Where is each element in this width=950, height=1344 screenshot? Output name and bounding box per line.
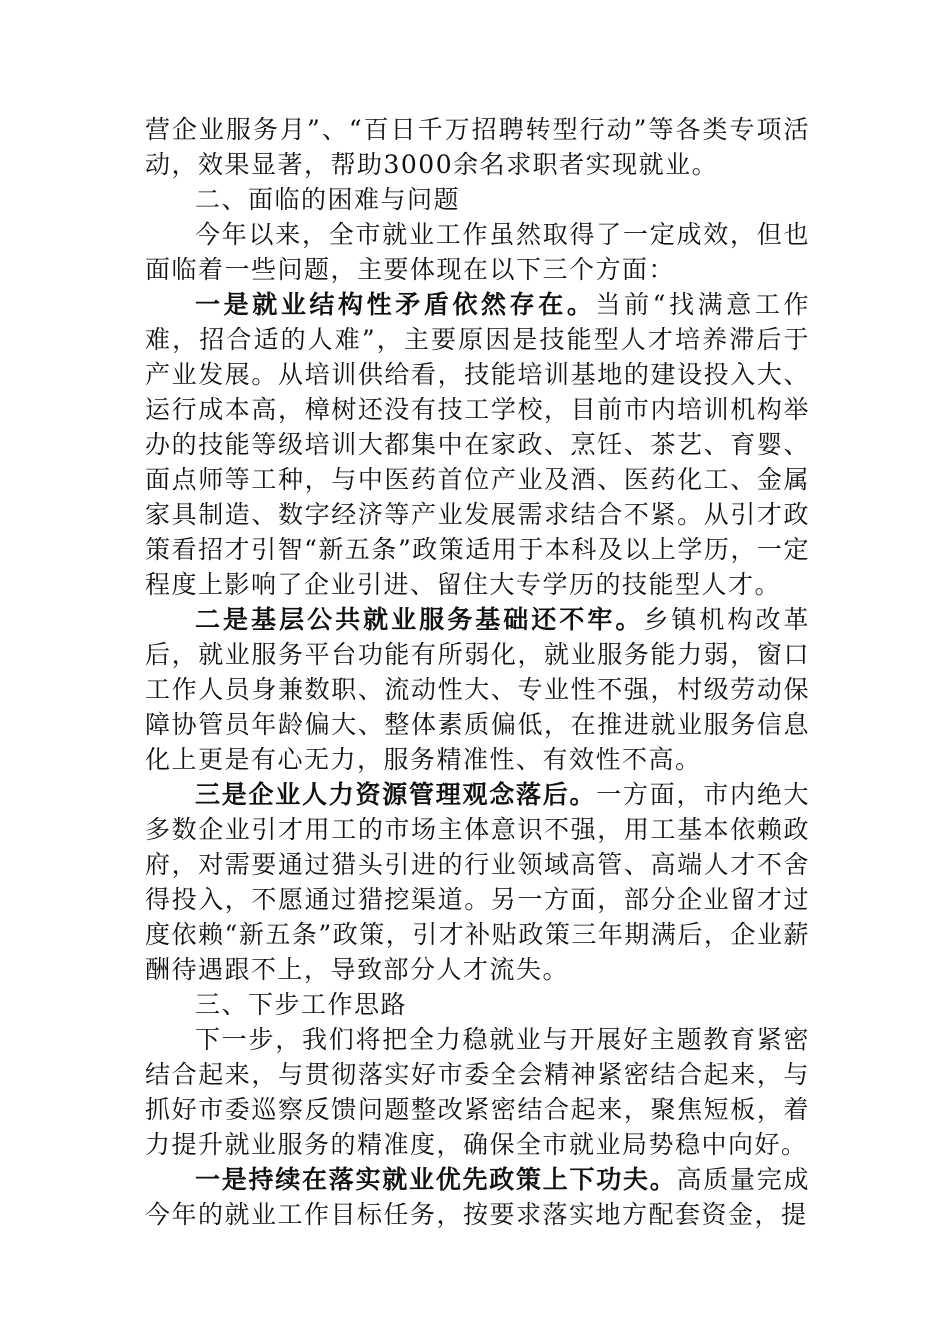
- paragraph-text: 一方面，市内绝大多数企业引才用工的市场主体意识不强，用工基本依赖政府，对需要通过猎头引进的行业领域高管、高端人才不舍得投入，不愿通过猎挖渠道。另一方面，部分企业留才过度依赖“新五条”政策，引才补贴政策三年期满后，企业薪酬待遇跟不上，导致部分人才流失。: [145, 780, 810, 984]
- paragraph-lead: 一是就业结构性矛盾依然存在。: [195, 290, 596, 319]
- paragraph-point-2: [145, 602, 810, 777]
- heading-text: 三、下步工作思路: [195, 990, 408, 1019]
- paragraph-text: 营企业服务月”、“百日千万招聘转型行动”等各类专项活动，效果显著，帮助3000余名求职者实现就业。: [145, 115, 810, 179]
- document-body: [145, 112, 810, 1232]
- paragraph-text: 高质量完成今年的就业工作目标任务，按要求落实地方配套资金，提: [145, 1165, 810, 1229]
- paragraph-intro: [145, 217, 810, 287]
- paragraph-text: 当前“找满意工作难，招合适的人难”，主要原因是技能型人才培养滞后于产业发展。从培训供给看，技能培训基地的建设投入大、运行成本高，樟树还没有技工学校，目前市内培训机构举办的技能等级培训大都集中在家政、烹饪、茶艺、育婴、面点师等工种，与中医药首位产业及酒、医药化工、金属家具制造、数字经济等产业发展需求结合不紧。从引才政策看招才引智“新五条”政策适用于本科及以上学历，一定程度上影响了企业引进、留住大专学历的技能型人才。: [145, 290, 810, 599]
- paragraph-text: 下一步，我们将把全力稳就业与开展好主题教育紧密结合起来，与贯彻落实好市委全会精神紧密结合起来，与抓好市委巡察反馈问题整改紧密结合起来，聚焦短板，着力提升就业服务的精准度，确保全市就业局势稳中向好。: [145, 1025, 810, 1159]
- paragraph-text: 乡镇机构改革后，就业服务平台功能有所弱化，就业服务能力弱，窗口工作人员身兼数职、流动性大、专业性不强，村级劳动保障协管员年龄偏大、整体素质偏低，在推进就业服务信息化上更是有心无力，服务精准性、有效性不高。: [145, 605, 810, 774]
- section-heading-difficulties: [145, 182, 810, 217]
- heading-text: 二、面临的困难与问题: [195, 185, 461, 214]
- paragraph-lead: 三是企业人力资源管理观念落后。: [195, 780, 597, 809]
- paragraph-text: 今年以来，全市就业工作虽然取得了一定成效，但也面临着一些问题，主要体现在以下三个方面：: [145, 220, 810, 284]
- paragraph-point-3: [145, 777, 810, 987]
- paragraph-action-1: [145, 1162, 810, 1232]
- paragraph-lead: 二是基层公共就业服务基础还不牢。: [195, 605, 644, 634]
- paragraph-point-1: [145, 287, 810, 602]
- paragraph-lead: 一是持续在落实就业优先政策上下功夫。: [195, 1165, 677, 1194]
- section-heading-next-steps: [145, 987, 810, 1022]
- paragraph-next-steps-intro: [145, 1022, 810, 1162]
- paragraph-continuation: [145, 112, 810, 182]
